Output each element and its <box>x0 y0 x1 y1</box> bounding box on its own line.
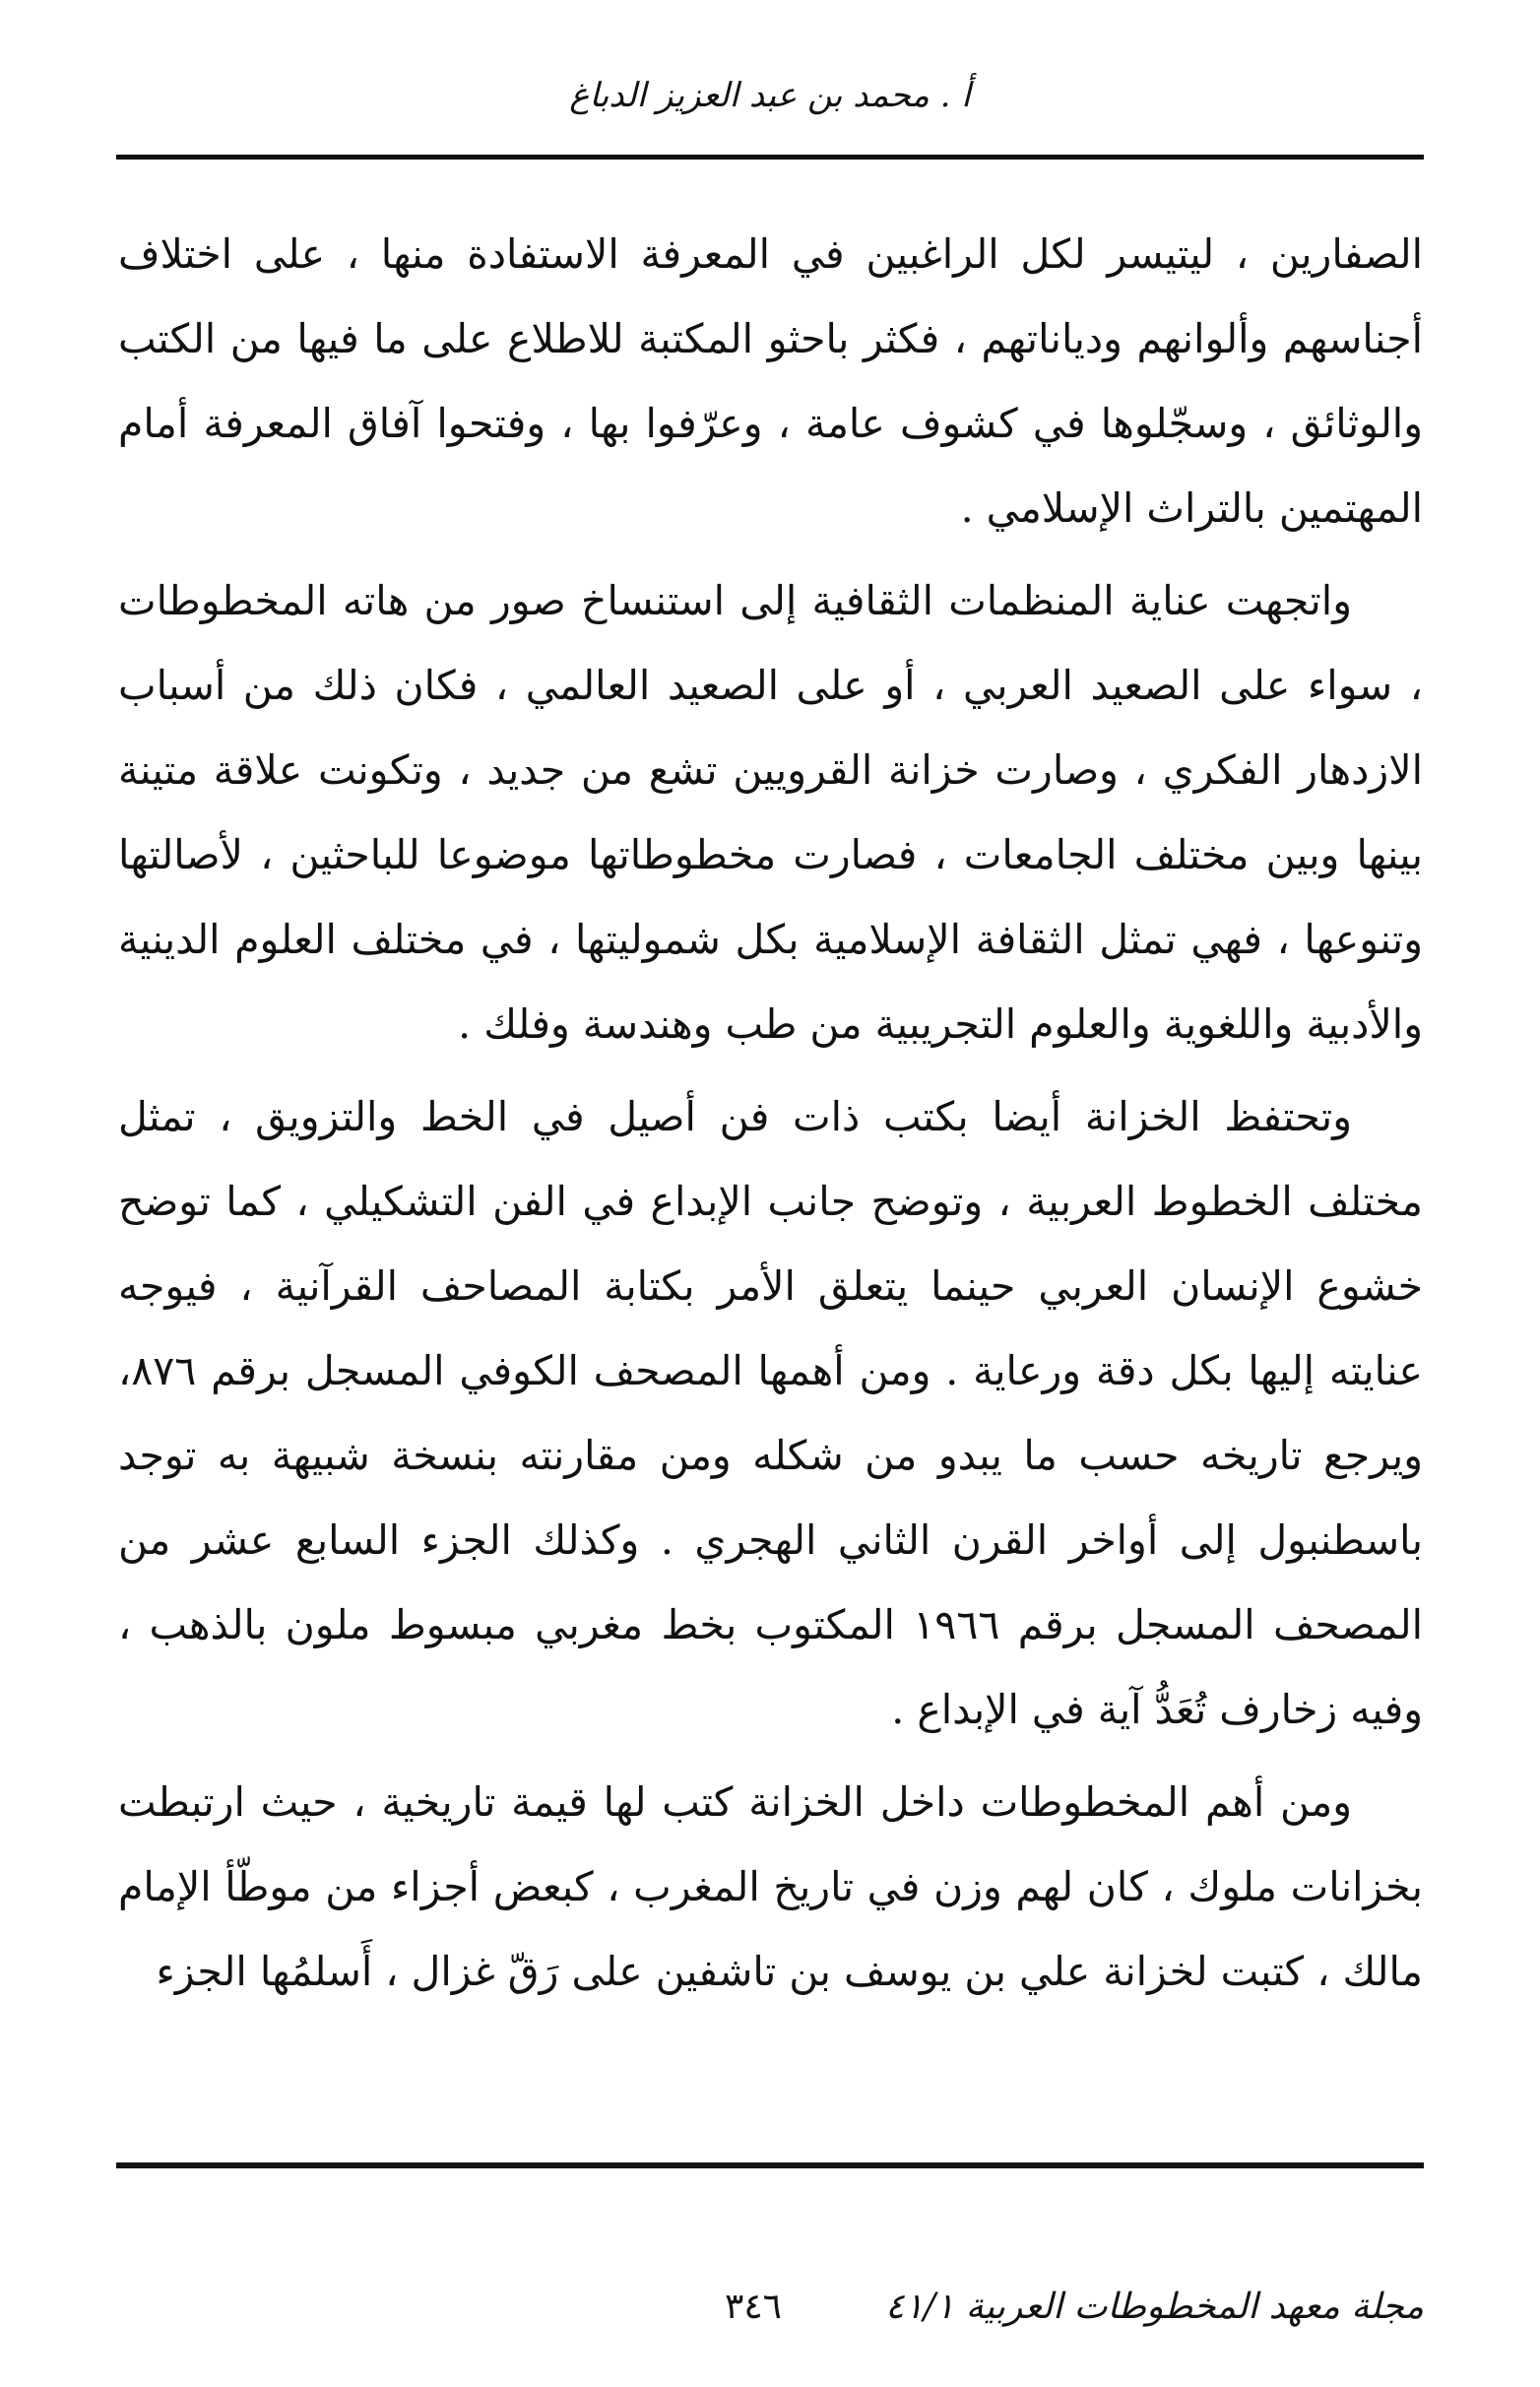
footer-rule <box>116 2162 1424 2168</box>
paragraph-2: واتجهت عناية المنظمات الثقافية إلى استنساخ صور من هاته المخطوطات ، سواء على الصعيد العربي ، أو على الصعيد العالمي ، فكان ذلك من أسباب الازدهار الفكري ، وصارت خزانة القرويين تشع من جديد ، وتكونت علاقة متينة بينها وبين مختلف الجامعات ، فصارت مخطوطاتها موضوعا للباحثين ، لأصالتها وتنوعها ، فهي تمثل الثقافة الإسلامية بكل شموليتها ، في مختلف العلوم الدينية والأدبية واللغوية والعلوم التجريبية من طب وهندسة وفلك . <box>118 577 1423 1048</box>
page-number: ٣٤٦ <box>725 2287 783 2327</box>
header-rule <box>116 155 1424 160</box>
paragraph-3: وتحتفظ الخزانة أيضا بكتب ذات فن أصيل في الخط والتزويق ، تمثل مختلف الخطوط العربية ، وتوضح جانب الإبداع في الفن التشكيلي ، كما توضح خشوع الإنسان العربي حينما يتعلق الأمر بكتابة المصاحف القرآنية ، فيوجه عنايته إليها بكل دقة ورعاية . ومن أهمها المصحف الكوفي المسجل برقم ٨٧٦، ويرجع تاريخه حسب ما يبدو من شكله ومن مقارنته بنسخة شبيهة به توجد باسطنبول إلى أواخر القرن الثاني الهجري . وكذلك الجزء السابع عشر من المصحف المسجل برقم ١٩٦٦ المكتوب بخط مغربي مبسوط ملون بالذهب ، وفيه زخارف تُعَدُّ آية في الإبداع . <box>118 1093 1423 1733</box>
paragraph-4: ومن أهم المخطوطات داخل الخزانة كتب لها قيمة تاريخية ، حيث ارتبطت بخزانات ملوك ، كان لهم وزن في تاريخ المغرب ، كبعض أجزاء من موطّأ الإمام مالك ، كتبت لخزانة علي بن يوسف بن تاشفين على رَقّ غزال ، أَسلمُها الجزء <box>118 1778 1423 1995</box>
footer-journal-title: مجلة معهد المخطوطات العربية ٤١/١ <box>885 2287 1424 2327</box>
running-header-author: أ . محمد بن عبد العزيز الدباغ <box>569 76 971 115</box>
paragraph-1: الصفارين ، ليتيسر لكل الراغبين في المعرفة الاستفادة منها ، على اختلاف أجناسهم وألوانهم ودياناتهم ، فكثر باحثو المكتبة للاطلاع على ما فيها من الكتب والوثائق ، وسجّلوها في كشوف عامة ، وعرّفوا بها ، وفتحوا آفاق المعرفة أمام المهتمين بالتراث الإسلامي . <box>118 230 1423 532</box>
body-text <box>118 212 1423 2014</box>
